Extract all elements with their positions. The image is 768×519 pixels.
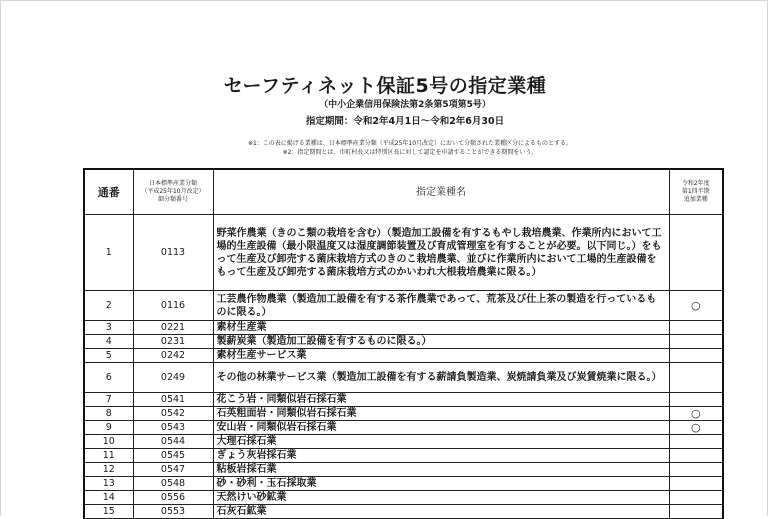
code-cell: 0547	[133, 463, 213, 477]
name-cell: 工芸農作物農業（製造加工設備を有する茶作農業であって、荒茶及び仕上茶の製造を行っているものに限る。）	[213, 291, 669, 321]
added-mark-cell: ○	[669, 421, 723, 435]
name-cell: 素材生産業	[213, 321, 669, 335]
added-mark-cell: ○	[669, 291, 723, 321]
code-cell: 0553	[133, 505, 213, 519]
designated-industries-table	[83, 168, 724, 519]
name-cell: 素材生産サービス業	[213, 349, 669, 363]
designation-period: 指定期間：令和2年4月1日～令和2年6月30日	[305, 116, 505, 127]
header-added-line1: 令和2年度	[681, 180, 710, 187]
code-cell: 0116	[133, 291, 213, 321]
added-mark-cell	[669, 393, 723, 407]
code-cell: 0221	[133, 321, 213, 335]
table-row	[84, 363, 723, 393]
table-row	[84, 421, 723, 435]
table-row	[84, 215, 723, 291]
name-cell: 安山岩・同類似岩石採石業	[213, 421, 669, 435]
code-cell: 0242	[133, 349, 213, 363]
table-row	[84, 335, 723, 349]
added-mark-cell	[669, 491, 723, 505]
table-row	[84, 291, 723, 321]
serial-cell: 13	[84, 477, 133, 491]
table-row	[84, 463, 723, 477]
added-mark-cell	[669, 477, 723, 491]
added-mark-cell	[669, 349, 723, 363]
added-mark-cell	[669, 435, 723, 449]
table-row	[84, 449, 723, 463]
added-mark-cell	[669, 463, 723, 477]
serial-cell: 14	[84, 491, 133, 505]
name-cell: 野菜作農業（きのこ類の栽培を含む）（製造加工設備を有するもやし栽培農業、作業所内において工場的生産設備（最小限温度又は湿度調節装置及び育成管理室を有することが必要。以下同じ。）をもって生産及び卸売する菌床栽培方式のきのこ栽培農業、並びに作業所内において工場的生産設備をもって生産及び卸売する菌床栽培方式のかいわれ大根栽培農業に限る。）	[213, 215, 669, 291]
name-cell: 天然けい砂鉱業	[213, 491, 669, 505]
code-cell: 0543	[133, 421, 213, 435]
added-mark-cell	[669, 363, 723, 393]
added-mark-cell	[669, 335, 723, 349]
header-code-line2: （平成25年10月改定）	[141, 188, 205, 195]
table-row	[84, 321, 723, 335]
serial-cell: 8	[84, 407, 133, 421]
note-1: ※1：この表に掲げる業種は、日本標準産業分類（平成25年10月改定）において分類された業種区分によるものとする。	[247, 140, 573, 147]
serial-cell: 12	[84, 463, 133, 477]
header-code-line1: 日本標準産業分類	[148, 180, 197, 187]
page-title: セーフティネット保証5号の指定業種	[223, 75, 547, 97]
header-industry-code	[133, 169, 213, 215]
code-cell: 0249	[133, 363, 213, 393]
code-cell: 0548	[133, 477, 213, 491]
added-mark-cell	[669, 215, 723, 291]
table-row	[84, 435, 723, 449]
serial-cell: 2	[84, 291, 133, 321]
serial-cell: 6	[84, 363, 133, 393]
name-cell: 製薪炭業（製造加工設備を有するものに限る。）	[213, 335, 669, 349]
name-cell: 大理石採石業	[213, 435, 669, 449]
table-row	[84, 349, 723, 363]
added-mark-cell: ○	[669, 407, 723, 421]
added-mark-cell	[669, 321, 723, 335]
name-cell: 砂・砂利・玉石採取業	[213, 477, 669, 491]
code-cell: 0544	[133, 435, 213, 449]
header-industry-name: 指定業種名	[213, 169, 669, 215]
serial-cell: 15	[84, 505, 133, 519]
serial-cell: 1	[84, 215, 133, 291]
table-row	[84, 407, 723, 421]
table-row	[84, 505, 723, 519]
note-2: ※2：指定期間とは、市町村長又は特別区長に対して認定を申請することができる期間をいう。	[282, 149, 538, 156]
serial-cell: 10	[84, 435, 133, 449]
name-cell: その他の林業サービス業（製造加工設備を有する薪請負製造業、炭焼請負業及び炭賃焼業に限る。）	[213, 363, 669, 393]
header-added	[669, 169, 723, 215]
table-row	[84, 393, 723, 407]
header-added-line2: 第1四半期	[681, 188, 710, 195]
serial-cell: 9	[84, 421, 133, 435]
table-row	[84, 477, 723, 491]
serial-cell: 4	[84, 335, 133, 349]
serial-cell: 7	[84, 393, 133, 407]
name-cell: 花こう岩・同類似岩石採石業	[213, 393, 669, 407]
serial-cell: 11	[84, 449, 133, 463]
table-row	[84, 491, 723, 505]
serial-cell: 5	[84, 349, 133, 363]
code-cell: 0231	[133, 335, 213, 349]
table-header-row	[84, 169, 723, 215]
header-serial: 通番	[84, 169, 133, 215]
code-cell: 0113	[133, 215, 213, 291]
page-subtitle: （中小企業信用保険法第2条第5項第5号）	[319, 100, 491, 110]
serial-cell: 3	[84, 321, 133, 335]
added-mark-cell	[669, 449, 723, 463]
code-cell: 0556	[133, 491, 213, 505]
name-cell: 石英粗面岩・同類似岩石採石業	[213, 407, 669, 421]
code-cell: 0542	[133, 407, 213, 421]
name-cell: 粘板岩採石業	[213, 463, 669, 477]
code-cell: 0541	[133, 393, 213, 407]
name-cell: ぎょう灰岩採石業	[213, 449, 669, 463]
header-added-line3: 追加業種	[683, 196, 708, 203]
code-cell: 0545	[133, 449, 213, 463]
name-cell: 石灰石鉱業	[213, 505, 669, 519]
header-code-line3: 細分類番号	[157, 196, 188, 203]
added-mark-cell	[669, 505, 723, 519]
